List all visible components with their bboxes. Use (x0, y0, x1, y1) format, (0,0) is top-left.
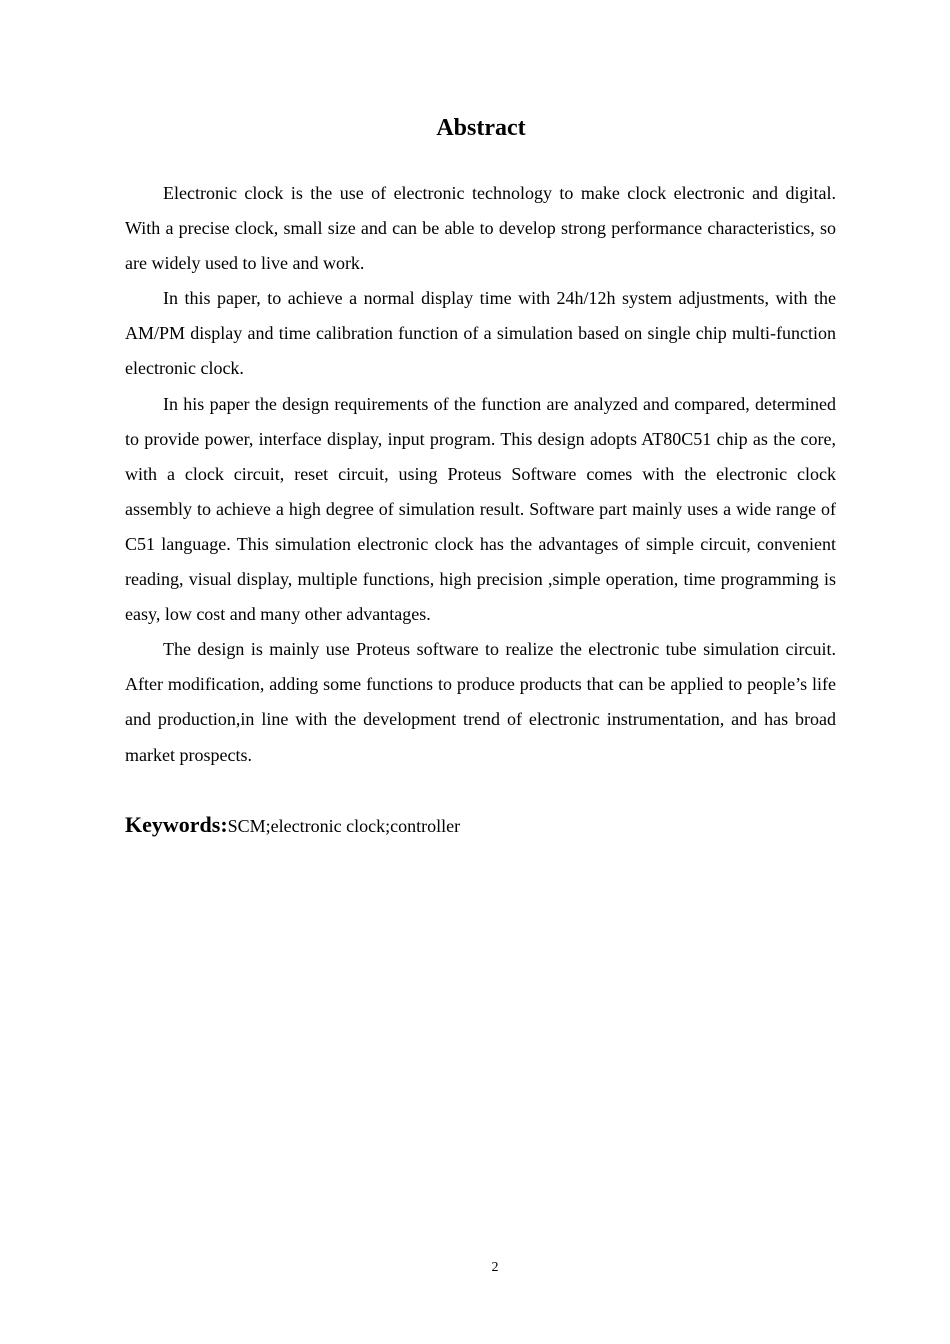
abstract-paragraph-4: The design is mainly use Proteus software to realize the electronic tube simulation circuit. After modification, adding some functions to produce products that can be applied to people’s life and production,in line with the development trend of electronic instrumentation, and has broad market prospects. (125, 639, 836, 765)
keywords-label: Keywords: (125, 812, 228, 837)
abstract-paragraph-3: In his paper the design requirements of the function are analyzed and compared, determined to provide power, interface display, input program. This design adopts AT80C51 chip as the core, with a clock circuit, reset circuit, using Proteus Software comes with the electronic clock assembly to achieve a high degree of simulation result. Software part mainly uses a wide range of C51 language. This simulation electronic clock has the advantages of simple circuit, convenient reading, visual display, multiple functions, high precision ,simple operation, time programming is easy, low cost and many other advantages. (125, 393, 836, 625)
keywords-line (125, 809, 836, 844)
keywords-value: SCM;electronic clock;controller (227, 816, 461, 836)
abstract-title: Abstract (436, 115, 526, 141)
abstract-body (125, 176, 836, 773)
page-number: 2 (491, 1260, 499, 1275)
abstract-paragraph-1: Electronic clock is the use of electronic technology to make clock electronic and digital. With a precise clock, small size and can be able to develop strong performance characteristics, so are widely used to live and work. (125, 183, 836, 274)
abstract-paragraph-2: In this paper, to achieve a normal display time with 24h/12h system adjustments, with the AM/PM display and time calibration function of a simulation based on single chip multi-function electronic clock. (125, 288, 836, 379)
